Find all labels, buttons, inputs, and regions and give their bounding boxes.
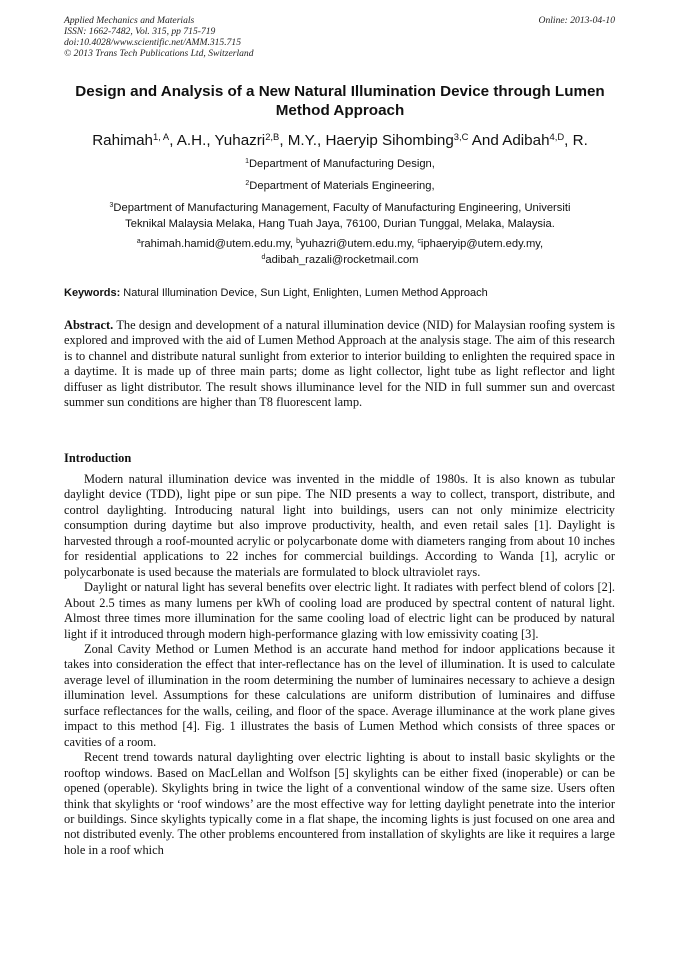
author-sup: 2,B [265,130,280,142]
paragraph: Zonal Cavity Method or Lumen Method is an accurate hand method for indoor applications because it takes into consideration the effect that inter-reflectance has on the level of illumination. It is used to calculate average level of illumination in the room determining the number of luminaires necessary to achieve a design illumination level. Assumptions for these calculations are uniform distribution of luminaires and diffuse surface reflectances for the walls, ceiling, and floor of the space. Average illuminance at the work plane gives impact to this method [4]. Fig. 1 illustrates the basis of Lumen Method which consists of three spaces or cavities of a room. [64,641,615,749]
email-block [50,236,630,268]
abstract-label: Abstract. [64,318,114,332]
paragraph: Recent trend towards natural daylighting over electric lighting is about to install basic skylights or the rooftop windows. Based on MacLellan and Wolfson [5] skylights can be either fixed (inoperable) or can be opened (operable). Skylights bring in twice the light of a conventional window of the same size. Users often think that skylights or ‘roof windows’ are the most effective way for letting daylight penetrate into the interior or buildings. Since skylights typically come in a flat shape, the incoming lights is just focused on one area and not distributed evenly. The other problems encountered from installation of skylights are like it requires a large hole in a roof which [64,750,615,857]
author-name: Haeryip Sihombing [325,132,454,149]
affiliation-3 [50,200,630,232]
affiliation-sup: 2 [245,180,250,188]
author-tail: , M.Y., [279,132,326,149]
author-sup: 3,C [453,130,469,142]
author-name: Adibah [502,132,550,149]
author-name: Yuhazri [214,132,266,149]
email-sup: c [417,238,421,246]
affiliation-sup: 3 [109,202,114,210]
affiliation-1 [50,156,630,172]
email-address: yuhazri@utem.edu.my, [299,238,418,250]
affiliation-text: Department of Manufacturing Design, [248,158,435,170]
affiliation-2 [50,178,630,194]
introduction-body [64,472,615,858]
online-date: Online: 2013-04-10 [538,15,615,26]
issn-line: ISSN: 1662-7482, Vol. 315, pp 715-719 [64,26,216,37]
affiliation-text: Department of Manufacturing Management, Faculty of Manufacturing Engineering, Universiti [113,202,571,214]
journal-header [64,15,254,59]
email-address: adibah_razali@rocketmail.com [265,254,419,266]
email-sup: a [136,238,141,246]
author-sup: 4,D [549,130,565,142]
author-tail: And [468,132,503,149]
affiliation-text: Department of Materials Engineering, [249,180,435,192]
abstract-text: The design and development of a natural illumination device (NID) for Malaysian roofing system is explored and improved with the aid of Lumen Method Approach at the analysis stage. The aim of this research is to channel and distribute natural sunlight from exterior to interior building to enlighten the required space in a daytime. It is made up of three main parts; dome as light collector, light tube as light reflector and light diffuser as light distributor. The result shows illuminance level for the NID in full summer sun and overcast summer sun conditions are higher than T8 fluorescent lamp. [64,318,615,410]
email-address: rahimah.hamid@utem.edu.my, [140,238,297,250]
keywords-label: Keywords: [64,287,121,299]
affiliation-text: Teknikal Malaysia Melaka, Hang Tuah Jaya, 76100, Durian Tunggal, Melaka, Malaysia. [125,218,555,230]
journal-name: Applied Mechanics and Materials [64,15,195,26]
author-tail: , A.H., [169,132,215,149]
author-name: Rahimah [92,132,153,149]
paper-title: Design and Analysis of a New Natural Illumination Device through Lumen Method Approach [75,83,605,119]
affiliation-sup: 1 [245,158,249,166]
keywords-text: Natural Illumination Device, Sun Light, Enlighten, Lumen Method Approach [120,287,488,299]
paragraph: Modern natural illumination device was invented in the middle of 1980s. It is also known as tubular daylight device (TDD), light pipe or sun pipe. The NID presents a way to collect, transport, distribute, and control daylighting. Introducing natural light into buildings, users can not only minimize electricity consumption during daytime but also improve productivity, health, and even retail sales [1]. Daylight is harvested through a roof-mounted acrylic or polycarbonate dome with diameters ranging from about 10 inches for residential applications to 22 inches for commercial buildings. According to Wanda [1], acrylic or polycarbonate is used because the materials are formulated to block ultraviolet rays. [64,472,615,579]
paragraph: Daylight or natural light has several benefits over electric light. It radiates with perfect blend of colors [2]. About 2.5 times as many lumens per kWh of cooling load are produced by spectral content of natural light. Almost three times more illumination for the same cooling load of electric light can be produced by natural light if it introduced through modern high-performance glazing with low emissivity coating [3]. [64,580,615,641]
email-sup: b [296,238,300,246]
email-address: iphaeryip@utem.edy.my, [420,238,544,250]
copyright-line: © 2013 Trans Tech Publications Ltd, Switzerland [64,48,254,59]
author-sup: 1, A [152,130,170,142]
keywords-line [64,286,619,300]
author-list [40,132,640,150]
author-tail: , R. [564,132,588,149]
section-heading-introduction: Introduction [64,451,132,465]
doi-line: doi:10.4028/www.scientific.net/AMM.315.715 [64,37,242,48]
email-sup: d [261,254,266,262]
abstract [64,318,615,410]
